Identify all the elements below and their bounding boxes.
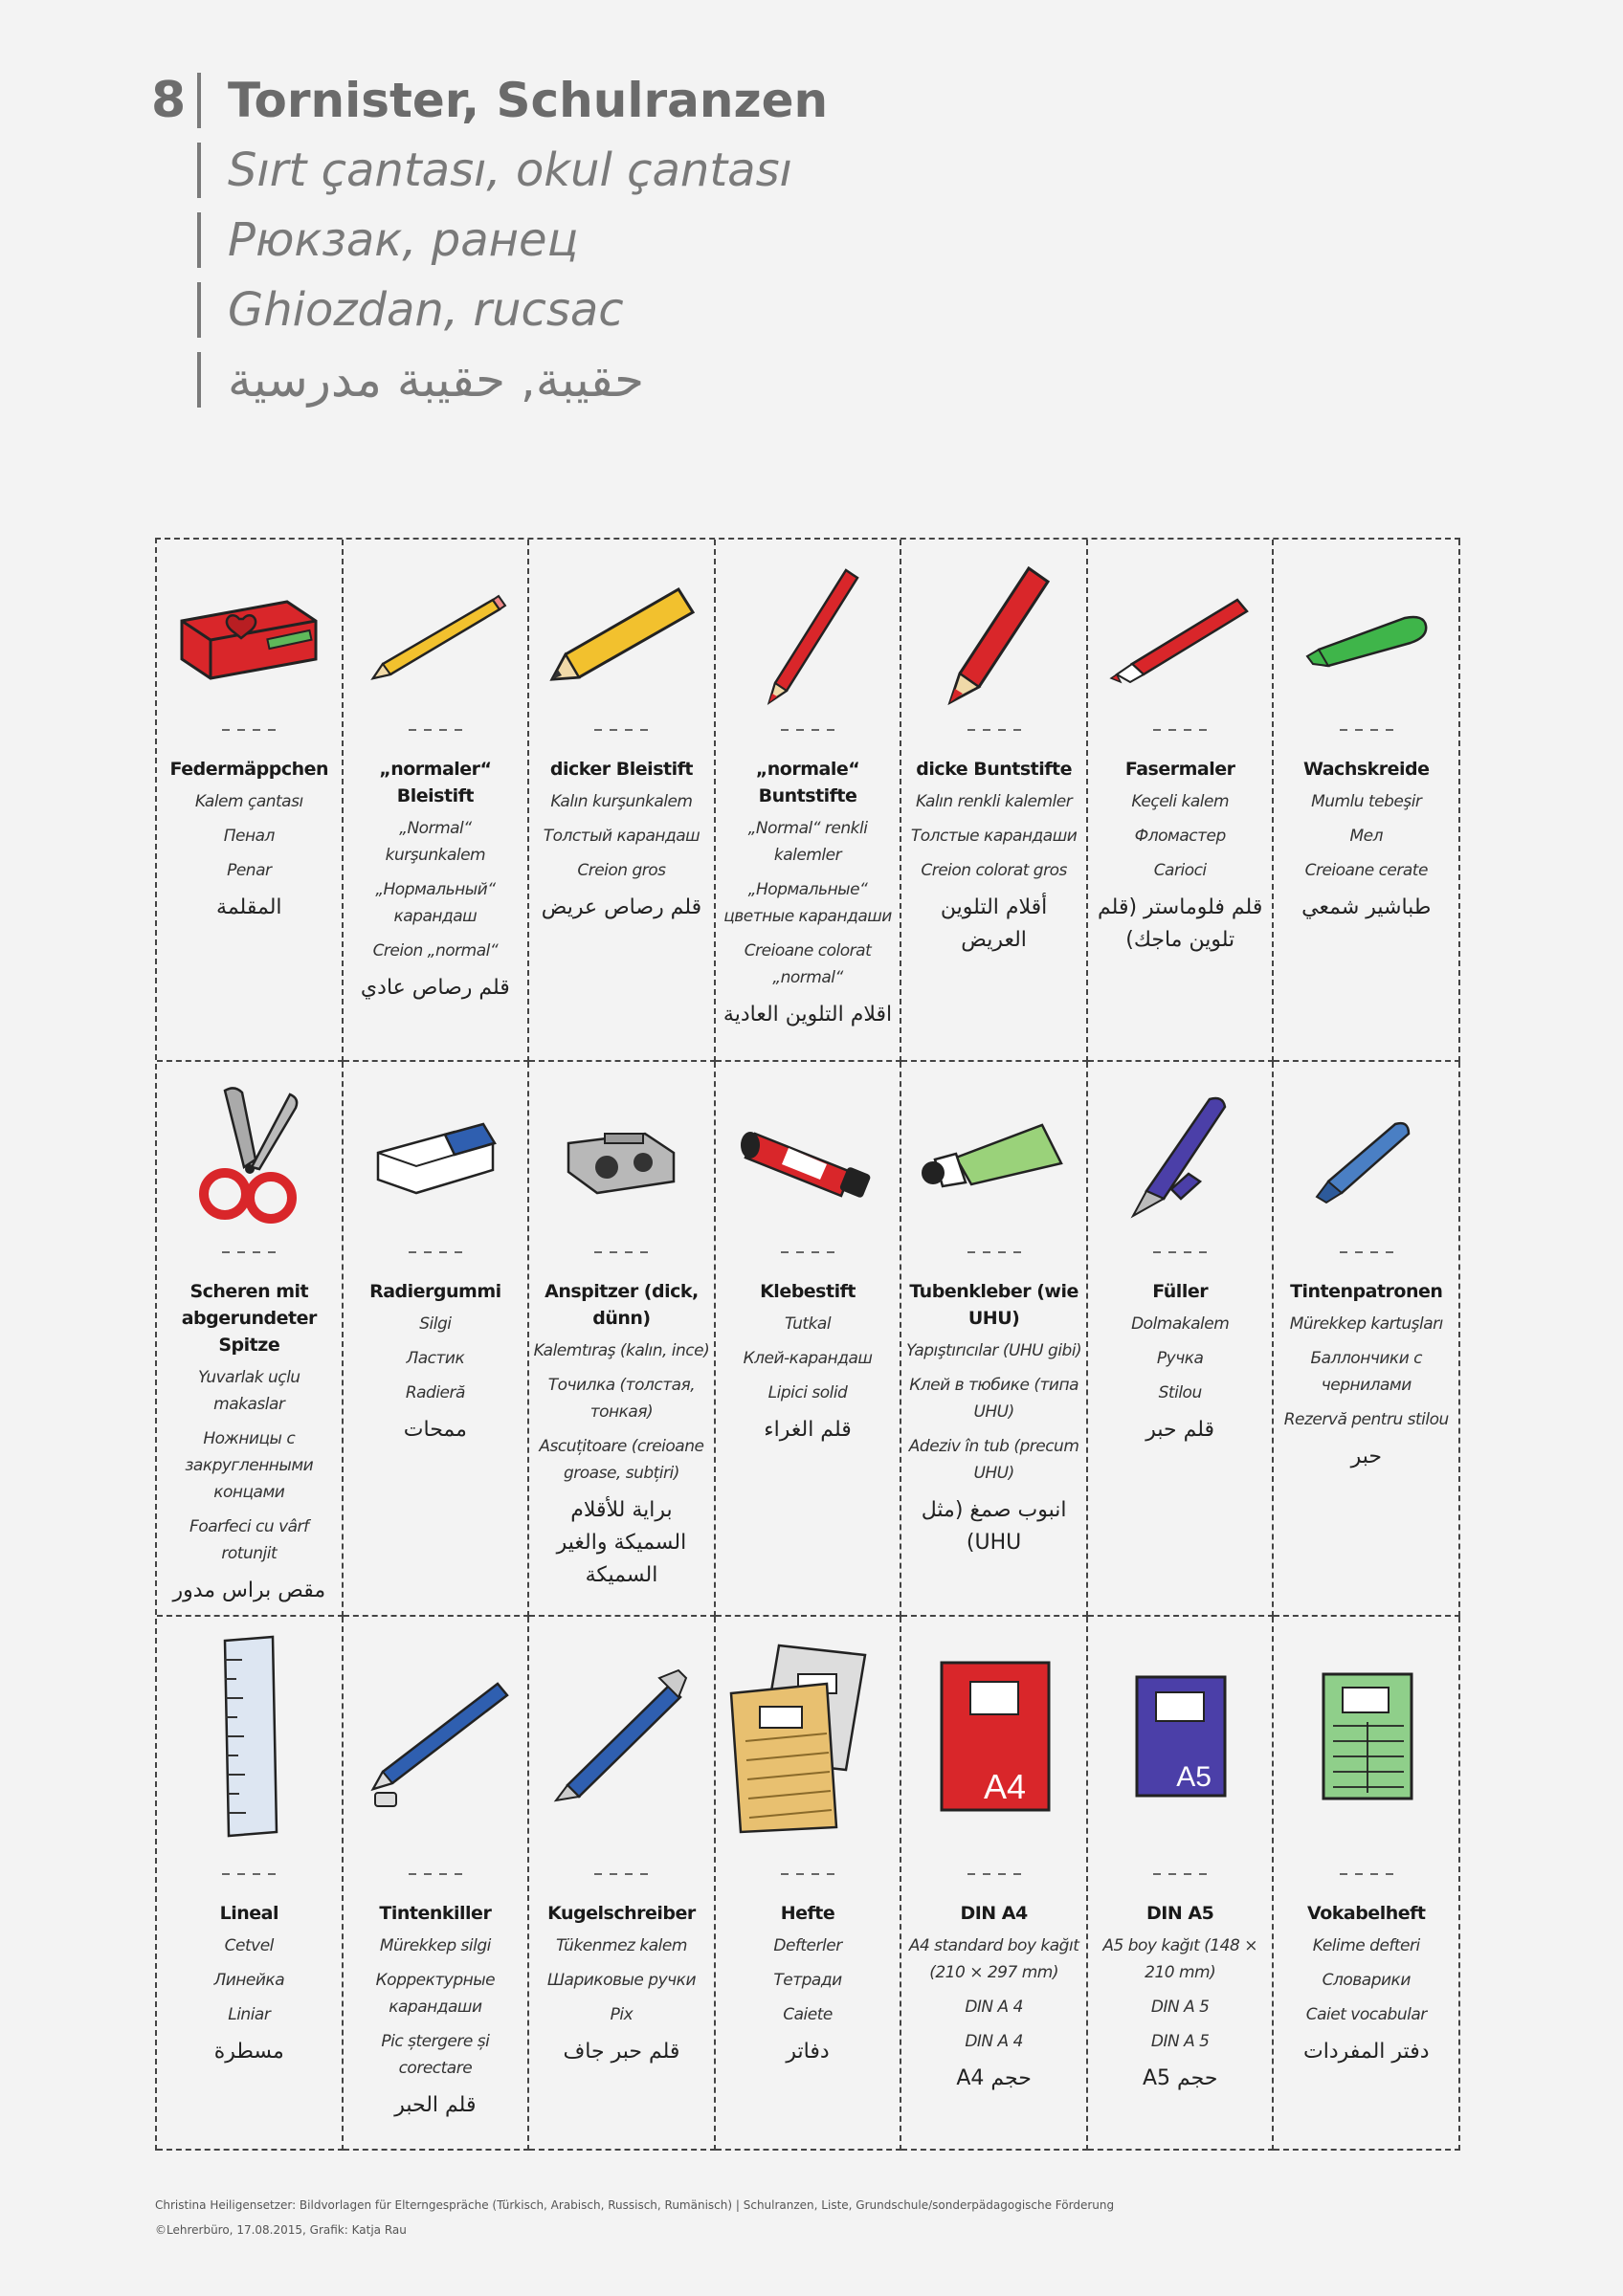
grid-row — [157, 540, 1460, 1062]
label-turkish: Tükenmez kalem — [556, 1936, 687, 1955]
label-arabic: طباشير شمعي — [1301, 895, 1432, 919]
label-german: Klebestift — [760, 1281, 856, 1302]
label-turkish: Mürekkep silgi — [379, 1936, 491, 1955]
supply-card — [529, 540, 716, 1062]
label-german: „normale“ Buntstifte — [755, 759, 860, 806]
supply-card — [901, 1062, 1088, 1617]
label-russian: Фломастер — [1134, 827, 1226, 846]
label-romanian: DIN A 5 — [1150, 2032, 1210, 2051]
cut-marks — [901, 1873, 1086, 1877]
cut-marks — [1274, 1251, 1458, 1255]
label-german: Tintenpatronen — [1290, 1281, 1443, 1302]
label-russian: Толстый карандаш — [543, 827, 700, 846]
label-romanian: Penar — [227, 861, 272, 880]
cut-marks — [344, 1251, 528, 1255]
scissors-icon — [157, 1062, 342, 1253]
label-russian: Линейка — [213, 1971, 285, 1990]
label-romanian: Creion „normal“ — [372, 941, 499, 960]
label-russian: Ручка — [1156, 1349, 1204, 1368]
colored-pencil-icon — [716, 540, 900, 731]
label-russian: Баллончики с чернилами — [1310, 1349, 1422, 1395]
supply-card — [157, 540, 344, 1062]
label-german: DIN A4 — [960, 1903, 1028, 1924]
label-arabic: قلم حبر جاف — [563, 2040, 680, 2064]
fountain-pen-icon — [1088, 1062, 1273, 1253]
footer-credit: Christina Heiligensetzer: Bildvorlagen für Elterngespräche (Türkisch, Arabisch, Russisch, Rumänisch) | Schulranzen, Liste, Grundschule/sonderpädagogische Förderung — [155, 2198, 1115, 2212]
pencil-icon — [344, 540, 528, 731]
ink-cartridge-icon — [1274, 1062, 1458, 1253]
ruler-icon — [157, 1617, 342, 1856]
label-german: Füller — [1152, 1281, 1209, 1302]
label-german: Tubenkleber (wie UHU) — [909, 1281, 1078, 1329]
label-german: dicker Bleistift — [549, 759, 693, 780]
label-arabic: دفتر المفردات — [1303, 2040, 1430, 2064]
svg-text:A5: A5 — [1176, 1761, 1212, 1793]
label-arabic: المقلمة — [216, 895, 282, 919]
label-arabic: قلم رصاص عادي — [360, 976, 510, 1000]
supply-card — [1274, 1062, 1460, 1617]
label-turkish: Tutkal — [784, 1314, 832, 1334]
title-turkish: Sırt çantası, okul çantası — [228, 143, 792, 197]
label-romanian: Pix — [610, 2005, 634, 2024]
cut-marks — [716, 1251, 900, 1255]
supply-card — [1088, 540, 1275, 1062]
supply-card — [1274, 540, 1460, 1062]
cut-marks — [1088, 1873, 1273, 1877]
wax-crayon-icon — [1274, 540, 1458, 731]
footer-copyright: ©Lehrerbüro, 17.08.2015, Grafik: Katja Rau — [155, 2223, 407, 2237]
label-russian: Клей в тюбике (типа UHU) — [909, 1376, 1078, 1422]
header-row-romanian — [151, 275, 828, 344]
supply-card — [716, 1617, 902, 2151]
supply-labels — [533, 1278, 710, 1592]
label-german: Radiergummi — [369, 1281, 501, 1302]
label-russian: Ножницы с закругленными концами — [185, 1429, 314, 1502]
label-russian: Шариковые ручки — [546, 1971, 696, 1990]
label-arabic: حجم A5 — [1142, 2066, 1218, 2090]
supply-labels — [1278, 756, 1455, 924]
header-divider — [197, 212, 201, 268]
header-divider — [197, 352, 201, 408]
label-turkish: Defterler — [773, 1936, 842, 1955]
supply-labels — [905, 756, 1082, 957]
glue-tube-icon — [901, 1062, 1086, 1253]
supply-labels — [720, 1900, 897, 2068]
supply-card — [529, 1617, 716, 2151]
label-russian: Мел — [1349, 827, 1383, 846]
label-romanian: Creion gros — [577, 861, 666, 880]
label-arabic: انبوب صمغ (مثل UHU) — [921, 1498, 1067, 1555]
label-russian: Точилка (толстая, тонкая) — [547, 1376, 696, 1422]
label-german: dicke Buntstifte — [916, 759, 1072, 780]
supply-labels — [161, 1278, 338, 1607]
grid-row — [157, 1062, 1460, 1617]
cut-marks — [529, 1251, 714, 1255]
supply-labels — [1278, 1900, 1455, 2068]
supply-labels — [1092, 1278, 1269, 1446]
label-romanian: Rezervă pentru stilou — [1283, 1410, 1449, 1429]
cut-marks — [157, 729, 342, 733]
supply-labels — [347, 756, 524, 1004]
supply-card — [901, 1617, 1088, 2151]
label-german: Hefte — [780, 1903, 835, 1924]
supply-labels — [905, 1900, 1082, 2095]
label-german: Wachskreide — [1302, 759, 1430, 780]
cut-marks — [1274, 729, 1458, 733]
supply-labels — [720, 1278, 897, 1446]
label-turkish: „Normal“ kurşunkalem — [385, 819, 486, 865]
label-german: „normaler“ Bleistift — [379, 759, 492, 806]
page-header — [151, 65, 828, 414]
ink-eraser-pen-icon — [344, 1617, 528, 1856]
label-russian: „Нормальный“ карандаш — [375, 880, 496, 926]
cut-marks — [529, 1873, 714, 1877]
ballpoint-pen-icon — [529, 1617, 714, 1856]
title-german: Tornister, Schulranzen — [228, 72, 829, 128]
label-turkish: Keçeli kalem — [1131, 792, 1230, 811]
supply-labels — [905, 1278, 1082, 1559]
a5-notebook-icon — [1088, 1617, 1273, 1856]
label-arabic: اقلام التلوين العادية — [723, 1003, 893, 1027]
supply-card — [1088, 1062, 1275, 1617]
label-turkish: Yapıştırıcılar (UHU gibi) — [906, 1341, 1082, 1360]
label-turkish: Cetvel — [224, 1936, 274, 1955]
supply-card — [344, 1062, 530, 1617]
label-russian: DIN A 4 — [965, 1998, 1023, 2017]
label-romanian: Caiete — [783, 2005, 833, 2024]
header-row-arabic — [151, 344, 828, 414]
label-turkish: „Normal“ renkli kalemler — [747, 819, 868, 865]
supply-card — [716, 1062, 902, 1617]
supply-labels — [161, 1900, 338, 2068]
header-divider — [197, 73, 201, 128]
supply-card — [157, 1617, 344, 2151]
label-russian: Корректурные карандаши — [375, 1971, 496, 2017]
label-russian: Ластик — [406, 1349, 465, 1368]
cut-marks — [1088, 729, 1273, 733]
label-turkish: Dolmakalem — [1131, 1314, 1230, 1334]
label-german: Scheren mit abgerundeter Spitze — [181, 1281, 317, 1356]
label-arabic: مسطرة — [213, 2040, 284, 2064]
header-row-turkish — [151, 135, 828, 205]
label-arabic: أقلام التلوين العريض — [940, 895, 1048, 952]
label-romanian: Stilou — [1158, 1383, 1202, 1402]
supply-card — [716, 540, 902, 1062]
supply-card — [157, 1062, 344, 1617]
svg-text:A4: A4 — [983, 1767, 1026, 1806]
label-arabic: قلم فلوماستر (قلم تلوين ماجك) — [1098, 895, 1263, 952]
glue-stick-icon — [716, 1062, 900, 1253]
a4-notebook-icon — [901, 1617, 1086, 1856]
label-russian: Толстые карандаши — [910, 827, 1078, 846]
supply-card — [1274, 1617, 1460, 2151]
header-row-german — [151, 65, 828, 135]
label-romanian: Caiet vocabular — [1305, 2005, 1427, 2024]
supply-labels — [1092, 756, 1269, 957]
label-turkish: A4 standard boy kağıt (210 × 297 mm) — [908, 1936, 1079, 1982]
cut-marks — [1088, 1251, 1273, 1255]
label-romanian: Adeziv în tub (precum UHU) — [908, 1437, 1079, 1483]
label-romanian: Lipici solid — [767, 1383, 848, 1402]
vocabulary-notebook-icon — [1274, 1617, 1458, 1856]
label-russian: „Нормальные“ цветные карандаши — [723, 880, 892, 926]
supplies-grid — [155, 538, 1460, 2151]
title-arabic: حقيبة, حقيبة مدرسية — [228, 351, 645, 408]
label-romanian: Foarfeci cu vârf rotunjit — [189, 1517, 309, 1563]
label-romanian: Creioane cerate — [1304, 861, 1428, 880]
supply-card — [901, 540, 1088, 1062]
supply-card — [529, 1062, 716, 1617]
cut-marks — [344, 1873, 528, 1877]
cut-marks — [529, 729, 714, 733]
label-romanian: Radieră — [405, 1383, 465, 1402]
supply-labels — [533, 1900, 710, 2068]
supply-card — [344, 1617, 530, 2151]
supply-labels — [347, 1900, 524, 2122]
label-arabic: دفاتر — [786, 2040, 830, 2064]
cut-marks — [716, 1873, 900, 1877]
label-romanian: Liniar — [228, 2005, 271, 2024]
label-romanian: Carioci — [1153, 861, 1207, 880]
label-german: Vokabelheft — [1307, 1903, 1426, 1924]
label-turkish: Yuvarlak uçlu makaslar — [198, 1368, 300, 1414]
label-russian: Пенал — [223, 827, 275, 846]
label-german: Fasermaler — [1124, 759, 1235, 780]
supply-labels — [533, 756, 710, 924]
cut-marks — [157, 1873, 342, 1877]
label-arabic: قلم الغراء — [764, 1418, 852, 1442]
supply-labels — [1278, 1278, 1455, 1473]
label-turkish: Mumlu tebeşir — [1311, 792, 1422, 811]
header-divider — [197, 282, 201, 338]
label-arabic: حجم A4 — [956, 2066, 1032, 2090]
label-german: DIN A5 — [1146, 1903, 1214, 1924]
label-arabic: قلم حبر — [1145, 1418, 1215, 1442]
chapter-number: 8 — [151, 71, 187, 129]
label-turkish: A5 boy kağıt (148 × 210 mm) — [1102, 1936, 1257, 1982]
label-arabic: ممحات — [403, 1418, 467, 1442]
supply-labels — [347, 1278, 524, 1446]
header-divider — [197, 143, 201, 198]
label-romanian: Ascuțitoare (creioane groase, subțiri) — [539, 1437, 704, 1483]
label-turkish: Kalemtıraş (kalın, ince) — [533, 1341, 710, 1360]
pencil-case-icon — [157, 540, 342, 731]
cut-marks — [344, 729, 528, 733]
label-romanian: Creion colorat gros — [921, 861, 1067, 880]
supply-card — [344, 540, 530, 1062]
cut-marks — [901, 729, 1086, 733]
label-arabic: براية للأقلام السميكة والغير السميكة — [556, 1498, 687, 1587]
label-romanian: Creioane colorat „normal“ — [744, 941, 872, 987]
supply-labels — [720, 756, 897, 1031]
supply-labels — [161, 756, 338, 924]
cut-marks — [901, 1251, 1086, 1255]
cut-marks — [157, 1251, 342, 1255]
label-russian: Клей-карандаш — [743, 1349, 873, 1368]
label-turkish: Kalın kurşunkalem — [550, 792, 693, 811]
label-arabic: قلم الحبر — [394, 2093, 477, 2117]
thick-pencil-icon — [529, 540, 714, 731]
supply-card — [1088, 1617, 1275, 2151]
label-german: Lineal — [219, 1903, 278, 1924]
label-turkish: Kelime defteri — [1312, 1936, 1420, 1955]
label-turkish: Silgi — [419, 1314, 452, 1334]
title-romanian: Ghiozdan, rucsac — [228, 282, 624, 337]
felt-tip-pen-icon — [1088, 540, 1273, 731]
label-arabic: مقص براس مدور — [172, 1578, 326, 1602]
label-romanian: DIN A 4 — [965, 2032, 1023, 2051]
label-german: Tintenkiller — [379, 1903, 492, 1924]
cut-marks — [1274, 1873, 1458, 1877]
label-turkish: Mürekkep kartuşları — [1289, 1314, 1443, 1334]
notebooks-icon — [716, 1617, 900, 1856]
label-russian: DIN A 5 — [1150, 1998, 1210, 2017]
thick-colored-pencil-icon — [901, 540, 1086, 731]
label-turkish: Kalın renkli kalemler — [916, 792, 1073, 811]
header-row-russian — [151, 205, 828, 275]
label-turkish: Kalem çantası — [194, 792, 303, 811]
label-arabic: قلم رصاص عريض — [541, 895, 702, 919]
title-russian: Рюкзак, ранец — [228, 212, 579, 267]
label-russian: Тетради — [773, 1971, 842, 1990]
label-german: Federmäppchen — [169, 759, 329, 780]
label-romanian: Pic ștergere și corectare — [381, 2032, 490, 2078]
label-russian: Словарики — [1322, 1971, 1411, 1990]
sharpener-icon — [529, 1062, 714, 1253]
label-german: Kugelschreiber — [547, 1903, 696, 1924]
label-arabic: حبر — [1350, 1445, 1382, 1468]
page-footer — [155, 2193, 1114, 2242]
label-german: Anspitzer (dick, dünn) — [545, 1281, 699, 1329]
supply-labels — [1092, 1900, 1269, 2095]
eraser-icon — [344, 1062, 528, 1253]
grid-row — [157, 1617, 1460, 2151]
cut-marks — [716, 729, 900, 733]
